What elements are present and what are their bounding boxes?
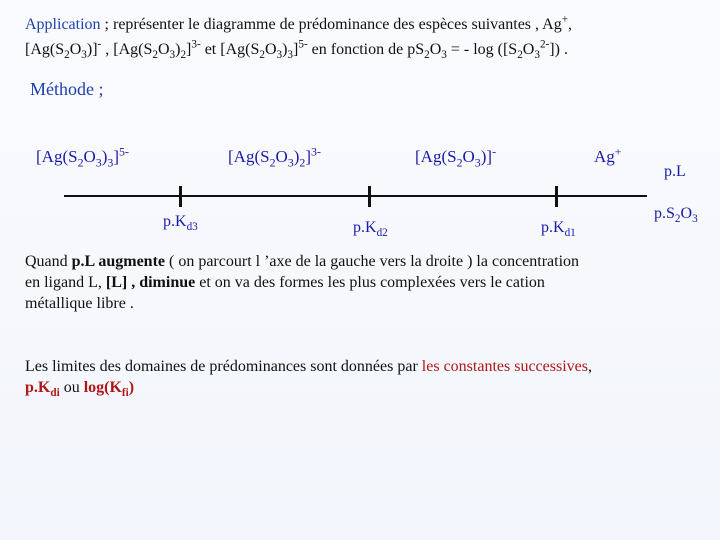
t2-sep1: , <box>101 41 114 58</box>
pkd3-label: $p.K_{d3}$ <box>163 213 198 234</box>
t2-sep2: et <box>200 41 221 58</box>
t2-s3-sub3: 3 <box>276 49 283 62</box>
p1-bold-1: p.L augmente <box>71 253 165 270</box>
t2-s1-close: )] <box>86 41 98 58</box>
t2-eq: = - log ([S <box>446 41 518 58</box>
t2-s1: [Ag(S <box>25 41 65 58</box>
t2-s2-sub: 2 <box>152 49 158 62</box>
title-line1-comma: , <box>568 16 573 33</box>
t2-s1-o: O <box>69 41 82 58</box>
t2-s3-close: ) <box>282 41 288 58</box>
p1-bold-2: [L] , diminue <box>105 274 196 291</box>
species-label-1: $[Ag(S_2O_3)_3]^{5-}$ <box>36 144 129 170</box>
title-line-2 <box>25 39 568 60</box>
t2-eq-o: O <box>522 41 535 58</box>
t2-s2-end: ] <box>186 41 192 58</box>
t2-rest: en fonction de pS <box>307 41 425 58</box>
t2-s2-charge: 3- <box>191 38 201 51</box>
pkd1-label: $p.K_{d1}$ <box>541 219 576 240</box>
t2-eq-sub3: 3 <box>534 49 540 62</box>
axis-line <box>64 195 647 197</box>
title-application-word: Application <box>25 16 101 33</box>
t2-s1-sub: 2 <box>64 49 70 62</box>
pkd2-label: $p.K_{d2}$ <box>353 219 388 240</box>
t2-s1-sub3: 3 <box>81 49 87 62</box>
t2-rest-o: O <box>429 41 442 58</box>
t2-s3-end: ] <box>293 41 299 58</box>
t2-s2-sub3: 3 <box>169 49 176 62</box>
t2-rest-sub3: 3 <box>441 49 447 62</box>
methode-heading: Méthode ; <box>30 79 104 99</box>
ps2o3-axis-label: $p.S_2O_3$ <box>654 205 698 226</box>
title-line1-plus: + <box>561 13 569 26</box>
title-line-1 <box>25 14 572 35</box>
species-label-4: Ag+ <box>594 144 622 166</box>
paragraph-1: Quand p.L augmente ( on parcourt l ’axe de la gauche vers la droite ) la concentration en ligand L, [L] , diminue et on va des formes les plus complexées vers le cation métallique libre . <box>25 253 580 312</box>
t2-eq-end: ]) . <box>549 41 568 58</box>
p2-pkdi: p.K <box>25 379 51 396</box>
p2-logkfi: log(K <box>83 379 122 396</box>
t2-s1-charge: - <box>97 38 102 51</box>
t2-s3-o: O <box>264 41 277 58</box>
t2-s3-charge: 5- <box>298 38 308 51</box>
t2-s2-o: O <box>157 41 170 58</box>
t2-eq-sub: 2 <box>517 49 523 62</box>
t2-s3-sub: 2 <box>259 49 265 62</box>
tick-kd3 <box>179 186 182 207</box>
t2-s2-close: ) <box>175 41 181 58</box>
title-line1-text: ; représenter le diagramme de prédominance des espèces suivantes , Ag <box>100 16 562 33</box>
tick-kd1 <box>555 186 558 207</box>
t2-s2: [Ag(S <box>113 41 153 58</box>
pl-axis-label: p.L <box>664 163 686 180</box>
p2-highlight-1: les constantes successives <box>421 358 588 375</box>
t2-eq-charge: 2- <box>539 38 550 51</box>
t2-s3-sub3b: 3 <box>287 49 294 62</box>
species-label-2: $[Ag(S_2O_3)_2]^{3-}$ <box>228 144 321 170</box>
t2-s2-sub2b: 2 <box>180 49 187 62</box>
species-label-3: $[Ag(S_2O_3)]^-$ <box>415 144 497 170</box>
tick-kd2 <box>368 186 371 207</box>
paragraph-2: Les limites des domaines de prédominances sont données par les constantes successives, $p.K_{di}$ ou $\log(K_{fi})$ <box>25 358 592 400</box>
t2-rest-sub: 2 <box>424 49 430 62</box>
t2-s3: [Ag(S <box>220 41 260 58</box>
